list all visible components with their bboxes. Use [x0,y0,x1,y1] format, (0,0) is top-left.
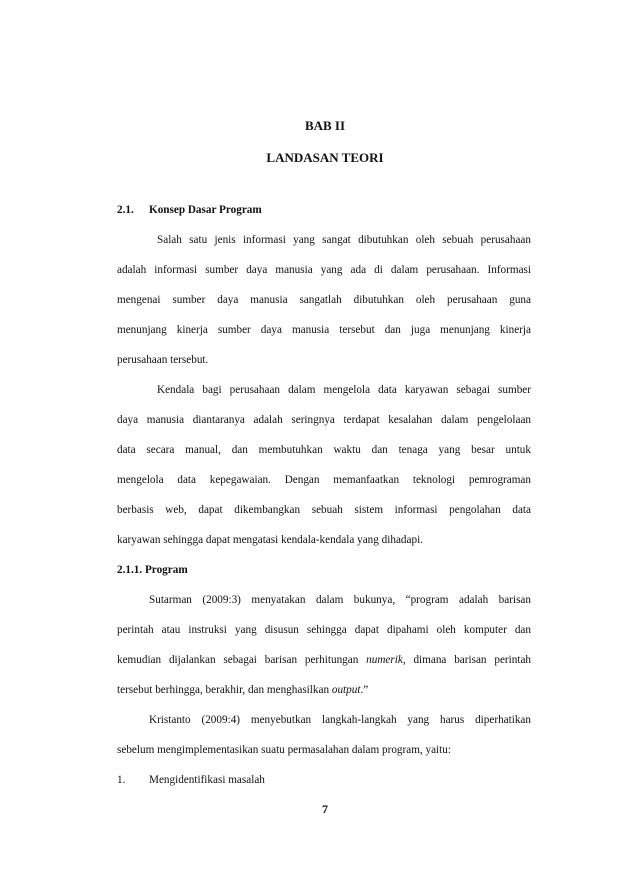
list-number: 1. [117,774,126,786]
document-body [117,200,531,800]
chapter-title: LANDASAN TEORI [266,150,384,165]
paragraph-line: mengelola data kepegawaian. Dengan memanfaatkan teknologi pemrograman [117,474,531,486]
paragraph-line: Sutarman (2009:3) menyatakan dalam bukunya, “program adalah barisan [149,594,531,606]
subsection-heading: 2.1.1. Program [117,564,188,576]
page-number: 7 [322,802,328,816]
section-heading [117,200,531,230]
chapter-number: BAB II [304,118,346,133]
list-text: Mengidentifikasi masalah [149,774,265,786]
paragraph-line: Kendala bagi perusahaan dalam mengelola data karyawan sebagai sumber [157,384,531,396]
paragraph-line: daya manusia diantaranya adalah seringnya terdapat kesalahan dalam pengelolaan [117,414,531,426]
paragraph-line: perintah atau instruksi yang disusun sehingga dapat dipahami oleh komputer dan [117,624,531,636]
paragraph-line: mengenai sumber daya manusia sangatlah dibutuhkan oleh perusahaan guna [117,294,531,306]
text-run: .” [360,684,369,696]
list-item [117,770,531,800]
text-run: tersebut berhingga, berakhir, dan menghasilkan [117,684,332,696]
paragraph-line: perusahaan tersebut. [117,354,209,366]
paragraph-line: data secara manual, dan membutuhkan waktu dan tenaga yang besar untuk [117,444,531,456]
italic-term: output [331,684,361,696]
paragraph-line [117,680,531,710]
paragraph-line: Salah satu jenis informasi yang sangat dibutuhkan oleh sebuah perusahaan [157,234,531,246]
paragraph-line: berbasis web, dapat dikembangkan sebuah sistem informasi pengolahan data [117,504,531,516]
text-run: kemudian dijalankan sebagai barisan perhitungan [117,654,367,666]
paragraph-line: menunjang kinerja sumber daya manusia tersebut dan juga menunjang kinerja [117,324,531,336]
paragraph-line: adalah informasi sumber daya manusia yang ada di dalam perusahaan. Informasi [117,264,531,276]
paragraph-line: Kristanto (2009:4) menyebutkan langkah-langkah yang harus diperhatikan [149,714,531,726]
italic-term: numerik [366,654,403,666]
paragraph-line: karyawan sehingga dapat mengatasi kendala-kendala yang dihadapi. [117,534,423,546]
text-run: , dimana barisan perintah [402,654,531,666]
paragraph-line: sebelum mengimplementasikan suatu permasalahan dalam program, yaitu: [117,744,451,756]
section-number: 2.1. [117,204,134,216]
section-title: Konsep Dasar Program [149,204,262,216]
paragraph-line [117,650,531,680]
